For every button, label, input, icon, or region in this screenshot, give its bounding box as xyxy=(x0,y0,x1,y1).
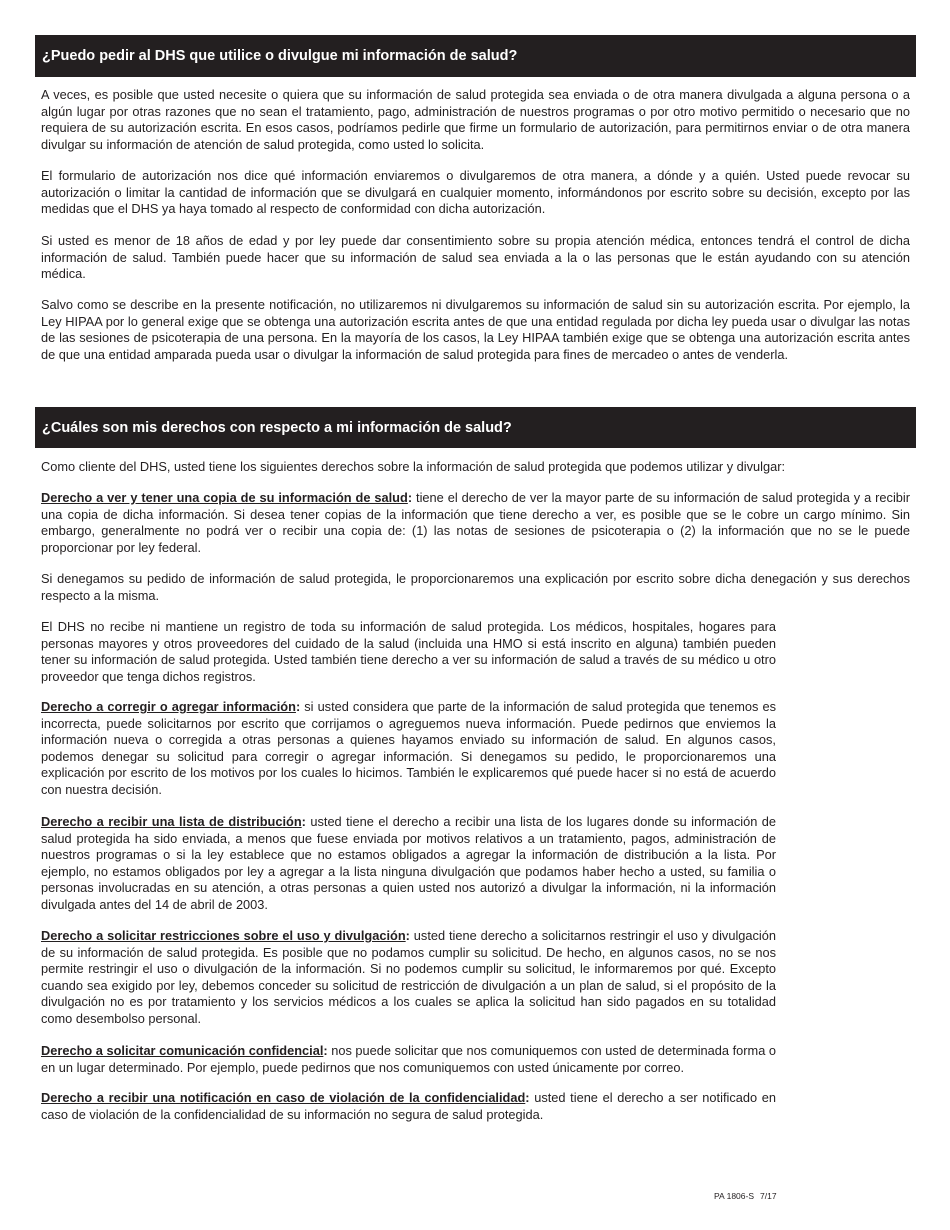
right-breach-paragraph: Derecho a recibir una notificación en caso de violación de la confidencialidad: usted tiene el derecho a ser notificado en caso de violación de la confidencialidad de su información no segura de salud protegida. xyxy=(41,1090,776,1122)
right-confidential-paragraph: Derecho a solicitar comunicación confidencial: nos puede solicitar que nos comuniquemos con usted de determinada forma o en un lugar determinado. Por ejemplo, puede pedirnos que nos comuniquemos con usted únicamente por correo. xyxy=(41,1043,776,1075)
right-restrict-paragraph: Derecho a solicitar restricciones sobre el uso y divulgación: usted tiene derecho a solicitarnos restringir el uso y divulgación de su información de salud protegida. Es posible que no podamos cumplir su solicitud. De hecho, en algunos casos, no se nos permite restringir el uso o divulgación de la información. Si no podemos cumplir su solicitud, le informaremos por qué. Excepto cuando sea exigido por ley, debemos conceder su solicitud de restricción de divulgación a un plan de salud, si el propósito de la divulgación no es por tratamiento y los servicios médicos a los cuales se aplica la solicitud han sido pagados en su totalidad como desembolso personal. xyxy=(41,928,777,1026)
right-correct-paragraph: Derecho a corregir o agregar información: si usted considera que parte de la información de salud protegida que tenemos es incorrecta, puede solicitarnos por escrito que corrijamos o agreguemos nueva información. Puede pedirnos que enviemos la información nueva o corregida a otras personas a quienes hayamos enviado su información de salud. En algunos casos, podemos denegar su solicitud para corregir o agregar información. Si denegamos su pedido, le proporcionaremos una explicación por escrito de los motivos por los cuales lo hicimos. También le explicaremos qué puede hacer si no está de acuerdo con nuestra decisión. xyxy=(41,699,776,797)
right-text: nos puede solicitar que nos comuniquemos con usted de determinada forma o en un lugar determinado. Por ejemplo, puede pedirnos que nos comuniquemos con usted únicamente por correo. xyxy=(41,1043,776,1075)
right-label: Derecho a ver y tener una copia de su información de salud xyxy=(41,490,408,505)
paragraph: Salvo como se describe en la presente notificación, no utilizaremos ni divulgaremos su información de salud sin su autorización escrita. Por ejemplo, la Ley HIPAA por lo general exige que se obtenga una autorización escrita antes de que una entidad regulada por dicha ley pueda usar o divulgar las notas de las sesiones de psicoterapia de una persona. En la mayoría de los casos, la Ley HIPAA también exige que se obtenga una autorización escrita antes de que una entidad amparada pueda usar o divulgar la información de salud protegida para fines de mercadeo o antes de venderla. xyxy=(41,297,910,362)
right-label: Derecho a recibir una lista de distribución xyxy=(41,814,302,829)
paragraph: Si denegamos su pedido de información de salud protegida, le proporcionaremos una explicación por escrito sobre dicha denegación y sus derechos respecto a la misma. xyxy=(41,571,910,603)
section-heading-text: ¿Cuáles son mis derechos con respecto a mi información de salud? xyxy=(42,419,512,436)
section-heading-text: ¿Puedo pedir al DHS que utilice o divulgue mi información de salud? xyxy=(42,48,518,64)
right-label: Derecho a solicitar comunicación confidencial xyxy=(41,1043,324,1058)
right-text: usted tiene derecho a solicitarnos restringir el uso y divulgación de su información de salud protegida. Es posible que no podamos cumplir su solicitud. De hecho, en algunos casos, no se nos permite restringir el uso o divulgación de la información. Si no podemos cumplir su solicitud, le informaremos por qué. Excepto cuando sea exigido por ley, debemos conceder su solicitud de restricción de divulgación a un plan de salud, si el propósito de la divulgación no es por tratamiento y los servicios médicos a los cuales se aplica la solicitud han sido pagados en su totalidad como desembolso personal. xyxy=(41,928,777,1026)
right-list-paragraph: Derecho a recibir una lista de distribución: usted tiene el derecho a recibir una lista de los lugares donde su información de salud protegida ha sido enviada, a menos que fuese enviada por motivos relativos a un tratamiento, pagos, administración de nuestros programas o si la ley establece que no estamos obligados a agregar la información de distribución a la lista. Por ejemplo, no estamos obligados por ley a agregar a la lista ninguna divulgación que podamos haber hecho a usted, su familia o personas involucradas en su atención, a otras personas a quien usted nos autorizó a divulgar la información, ni la información divulgada antes del 14 de abril de 2003. xyxy=(41,814,777,912)
right-label: Derecho a solicitar restricciones sobre el uso y divulgación xyxy=(41,928,406,943)
right-text: usted tiene el derecho a ser notificado en caso de violación de la confidencialidad de su información no segura de salud protegida. xyxy=(41,1090,776,1122)
paragraph: A veces, es posible que usted necesite o quiera que su información de salud protegida sea enviada o de otra manera divulgada a alguna persona o a algún lugar por otras razones que no sean el tratamiento, pago, administración de nuestros programas o por otro motivo permitido o necesario que no requiera de su autorización escrita. En esos casos, podríamos pedirle que firme un formulario de autorización, para permitirnos enviar o de otra manera divulgar su información de atención de salud protegida, como usted lo solicita. xyxy=(41,87,910,152)
right-copy-paragraph: Derecho a ver y tener una copia de su información de salud: tiene el derecho de ver la mayor parte de su información de salud protegida y a recibir una copia de dicha información. Si desea tener copias de la información que tiene derecho a ver, es posible que se le cobre un cargo mínimo. Sin embargo, generalmente no podrá ver o recibir una copia de: (1) las notas de sesiones de psicoterapia o (2) la información que no se le puede proporcionar por ley federal. xyxy=(41,490,911,555)
form-revision: 7/17 xyxy=(760,1191,777,1201)
paragraph: Si usted es menor de 18 años de edad y por ley puede dar consentimiento sobre su propia atención médica, entonces tendrá el control de dicha información de salud. También puede hacer que su información de salud sea enviada a la o las personas que le están ayudando con su atención médica. xyxy=(41,233,910,282)
right-text: usted tiene el derecho a recibir una lista de los lugares donde su información de salud protegida ha sido enviada, a menos que fuese enviada por motivos relativos a un tratamiento, pagos, administración de nuestros programas o si la ley establece que no estamos obligados a agregar la información de distribución a la lista. Por ejemplo, no estamos obligados por ley a agregar a la lista ninguna divulgación que podamos haber hecho a usted, su familia o personas involucradas en su atención, a otras personas a quien usted nos autorizó a divulgar la información, ni la información divulgada antes del 14 de abril de 2003. xyxy=(41,814,777,912)
intro-paragraph: Como cliente del DHS, usted tiene los siguientes derechos sobre la información de salud protegida que podemos utilizar y divulgar: xyxy=(41,459,786,474)
form-footer xyxy=(714,1191,777,1201)
section-heading xyxy=(35,35,916,77)
right-label: Derecho a recibir una notificación en caso de violación de la confidencialidad xyxy=(41,1090,526,1105)
right-text: si usted considera que parte de la información de salud protegida que tenemos es incorrecta, puede solicitarnos por escrito que corrijamos o agreguemos nueva información. Puede pedirnos que enviemos la información nueva o corregida a otras personas a quienes hayamos enviado su información de salud. En algunos casos, podemos denegar su solicitud para corregir o agregar información. Si denegamos su pedido, le proporcionaremos una explicación por escrito de los motivos por los cuales lo hicimos. También le explicaremos qué puede hacer si no está de acuerdo con nuestra decisión. xyxy=(41,699,776,797)
right-text: tiene el derecho de ver la mayor parte de su información de salud protegida y a recibir una copia de dicha información. Si desea tener copias de la información que tiene derecho a ver, es posible que se le cobre un cargo mínimo. Sin embargo, generalmente no podrá ver o recibir una copia de: (1) las notas de sesiones de psicoterapia o (2) la información que no se le puede proporcionar por ley federal. xyxy=(41,490,911,555)
section-heading xyxy=(35,407,916,448)
paragraph: El DHS no recibe ni mantiene un registro de toda su información de salud protegida. Los médicos, hospitales, hogares para personas mayores y otros proveedores del cuidado de la salud (incluida una HMO si está inscrito en alguna) también pueden tener su información de salud protegida. Usted también tiene derecho a ver su información de salud a través de su médico u otro proveedor que tenga dichos registros. xyxy=(41,619,776,684)
right-label: Derecho a corregir o agregar información xyxy=(41,699,296,714)
form-number: PA 1806-S xyxy=(714,1191,755,1201)
paragraph: El formulario de autorización nos dice qué información enviaremos o divulgaremos de otra manera, a dónde y a quién. Usted puede revocar su autorización o limitar la cantidad de información que se divulgará en cualquier momento, informándonos por escrito sobre su decisión, excepto por las medidas que el DHS ya haya tomado al respecto de conformidad con dicha autorización. xyxy=(41,168,910,217)
